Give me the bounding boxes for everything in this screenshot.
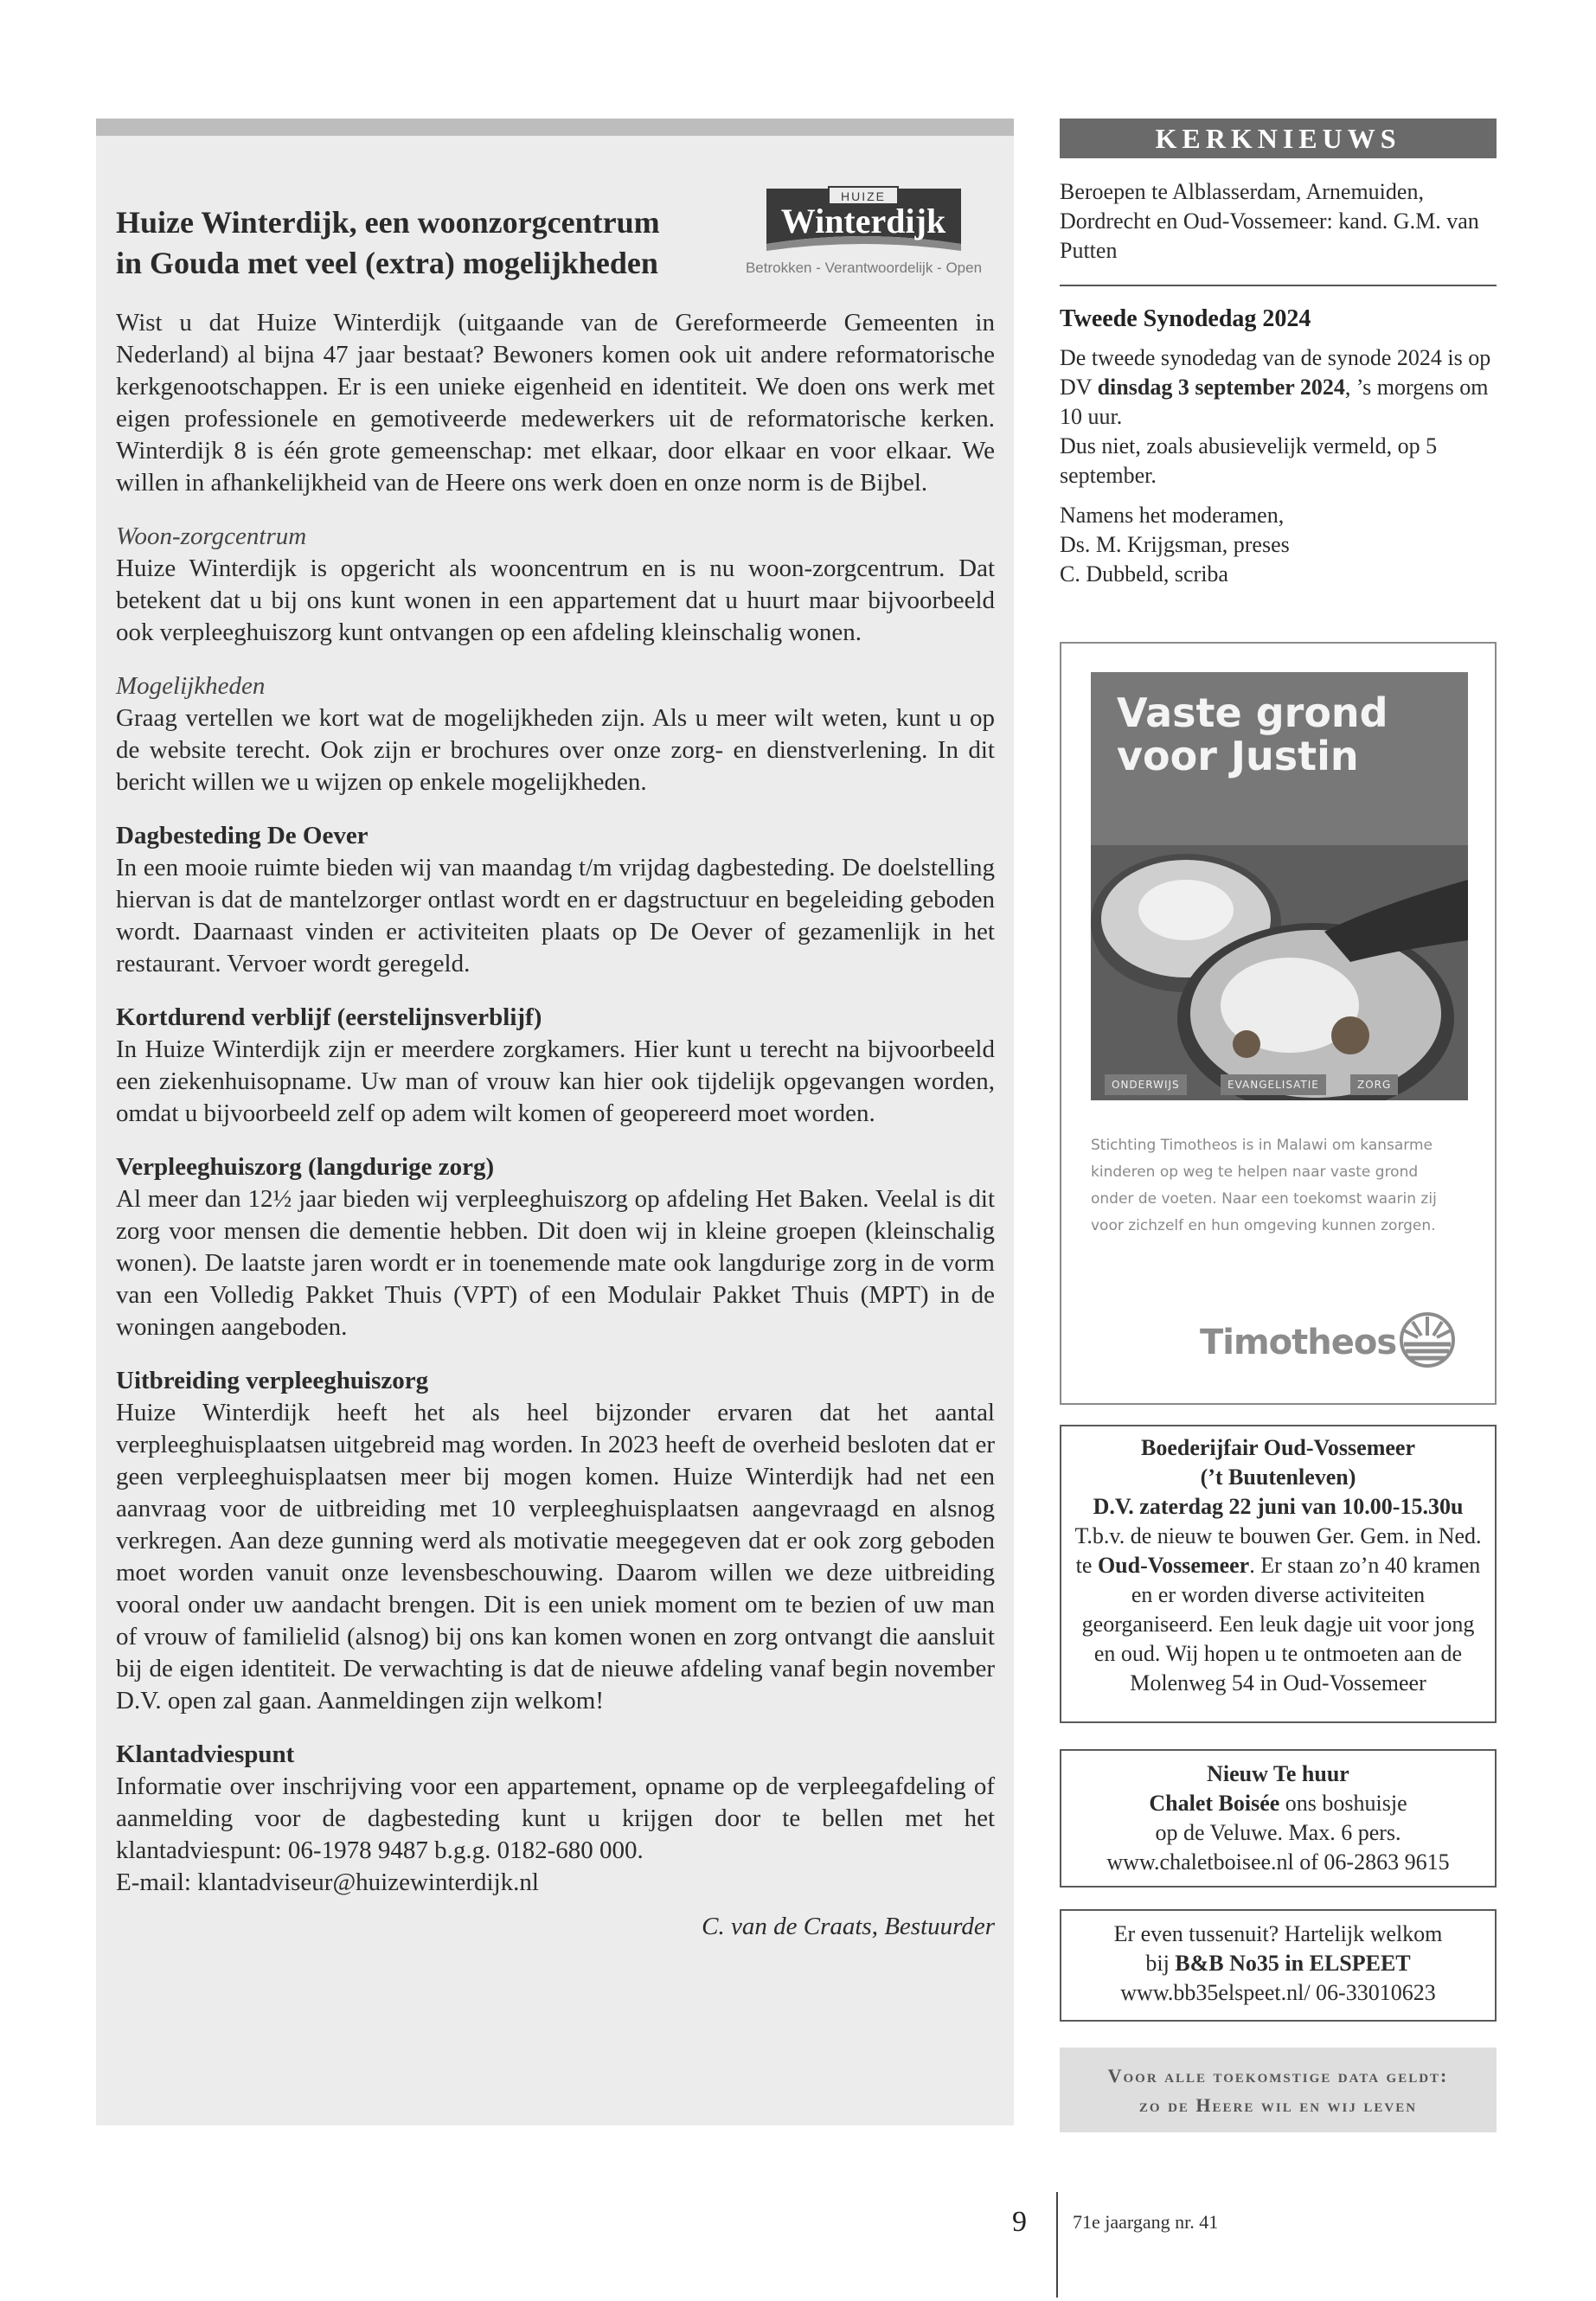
timotheos-wordmark: Timotheos xyxy=(1200,1323,1397,1362)
logo-name-text: Winterdijk xyxy=(780,202,946,240)
page-number: 9 xyxy=(1012,2206,1027,2238)
section-text: Huize Winterdijk is opgericht als wooncentrum en is nu woon-zorgcentrum. Dat betekent dat u bij ons kunt wonen in een appartement dat u huurt maar bijvoorbeeld ook verpleeghuiszorg kunt ontvangen op een afdeling kleinschalig wonen. xyxy=(116,554,995,646)
article-signature: C. van de Craats, Bestuurder xyxy=(702,1913,995,1940)
dv-note xyxy=(1060,2048,1497,2132)
logo-tagline: Betrokken - Verantwoordelijk - Open xyxy=(745,260,983,276)
ad-photo xyxy=(1091,672,1468,1100)
logo-small-text: HUIZE xyxy=(841,189,886,203)
section-heading: Kortdurend verblijf (eerstelijnsverblijf) xyxy=(116,1003,542,1031)
section-text: Huize Winterdijk heeft het als heel bijzonder ervaren dat het aantal verpleeghuisplaatsen uitgebreid mag worden. In 2023 heeft de overheid besloten dat er geen verpleeghuisplaatsen meer bij mogen komen. Huize Winterdijk had net een aanvraag voor de uitbreiding met 10 verpleeghuisplaatsen aangevraagd en alsnog verkregen. Aan deze gunning werd als motivatie meegegeven dat er ook zorg geboden moet worden vanuit onze levensbeschouwing. Daarom willen we deze uitbreiding vooral onder uw aandacht brengen. Dit is een uniek moment om te bezien of uw man of vrouw of familielid (alsnog) bij ons kan komen wonen en zorg ontvangt die aansluit bij de eigen identiteit. De verwachting is dat de nieuwe afdeling vanaf begin november D.V. open zal gaan. Aanmeldingen zijn welkom! xyxy=(116,1399,995,1715)
fair-subtitle: (’t Buutenleven) xyxy=(1200,1465,1356,1490)
synodedag-correction: Dus niet, zoals abusievelijk vermeld, op 5 september. xyxy=(1060,433,1438,488)
section-heading: Mogelijkheden xyxy=(116,672,266,700)
winterdijk-logo-mark xyxy=(732,183,996,261)
article-top-bar xyxy=(96,119,1014,136)
divider xyxy=(1060,285,1497,286)
synodedag-date: dinsdag 3 september 2024 xyxy=(1097,375,1345,400)
ad-headline-line1: Vaste grond xyxy=(1117,689,1388,736)
bb-line2-pre: bij xyxy=(1145,1951,1176,1976)
ad-headline-line2: voor Justin xyxy=(1117,733,1359,779)
section-text: In een mooie ruimte bieden wij van maandag t/m vrijdag dagbesteding. De doelstelling hiervan is dat de mantelzorger ontlast wordt en er dagstructuur en begeleiding geboden wordt. Daarnaast vinden er activiteiten plaats op De Oever of gezamenlijk in het restaurant. Vervoer wordt geregeld. xyxy=(116,854,995,977)
fair-text-a: T.b.v. de nieuw te bouwen Ger. Gem. in Ned. te xyxy=(1074,1523,1482,1578)
section-klantadviespunt xyxy=(116,1739,995,1899)
section-text: Al meer dan 12½ jaar bieden wij verpleeghuiszorg op afdeling Het Baken. Veelal is dit zorg voor mensen die dementie hebben. Dit doen wij in kleine groepen (kleinschalig wonen). De laatste jaren wordt er in toenemende mate ook langdurige zorg in de vorm van een Volledig Pakket Thuis (VPT) of een Modulair Pakket Thuis (MPT) in de woningen aangeboden. xyxy=(116,1185,995,1341)
fair-text-bold: Oud-Vossemeer xyxy=(1097,1553,1250,1578)
right-column xyxy=(1060,119,1497,2116)
bb-box xyxy=(1060,1909,1497,2022)
signature-line: Namens het moderamen, xyxy=(1060,503,1285,528)
chalet-name: Chalet Boisée xyxy=(1149,1791,1280,1816)
section-woon-zorgcentrum xyxy=(116,521,995,649)
synodedag-text xyxy=(1060,343,1497,432)
synodedag-text-a: De tweede synodedag van de synode 2024 is op DV xyxy=(1060,345,1491,400)
section-heading: Woon-zorgcentrum xyxy=(116,522,307,550)
chalet-box xyxy=(1060,1749,1497,1888)
section-uitbreiding xyxy=(116,1365,995,1717)
synodedag-heading: Tweede Synodedag 2024 xyxy=(1060,305,1311,332)
note-line1: Voor alle toekomstige data geldt: xyxy=(1107,2065,1449,2086)
article-body xyxy=(116,307,995,1943)
section-mogelijkheden xyxy=(116,670,995,798)
section-heading: Dagbesteding De Oever xyxy=(116,822,369,849)
article-winterdijk xyxy=(96,119,1014,2125)
ad-headline xyxy=(1117,691,1463,778)
winterdijk-logo xyxy=(732,183,996,283)
footer-divider xyxy=(1056,2192,1058,2298)
section-verpleeghuiszorg xyxy=(116,1151,995,1343)
bb-line1: Er even tussenuit? Hartelijk welkom xyxy=(1113,1921,1443,1946)
fair-box xyxy=(1060,1425,1497,1723)
section-heading: Uitbreiding verpleeghuiszorg xyxy=(116,1367,429,1394)
section-heading: Verpleeghuiszorg (langdurige zorg) xyxy=(116,1153,495,1181)
article-title-line2: in Gouda met veel (extra) mogelijkheden xyxy=(116,246,658,280)
ad-tags xyxy=(1091,1074,1468,1100)
section-text: Graag vertellen we kort wat de mogelijkheden zijn. Als u meer wilt weten, kunt u op de website terecht. Ook zijn er brochures over onze zorg- en dienstverlening. In dit bericht willen we u wijzen op enkele mogelijkheden. xyxy=(116,704,995,796)
synodedag-signature xyxy=(1060,501,1497,589)
fair-text xyxy=(1061,1522,1495,1698)
timotheos-ad xyxy=(1060,642,1497,1405)
fair-title: Boederijfair Oud-Vossemeer xyxy=(1140,1435,1415,1460)
issue-info: 71e jaargang nr. 41 xyxy=(1073,2211,1219,2233)
fair-date: D.V. zaterdag 22 juni van 10.00-15.30u xyxy=(1093,1494,1464,1519)
timotheos-sun-icon xyxy=(1397,1310,1458,1370)
article-header xyxy=(96,136,1014,283)
tag-evangelisatie: EVANGELISATIE xyxy=(1221,1074,1326,1095)
fair-text-b: . Er staan zo’n 40 kramen en er worden diverse activiteiten georganiseerd. Een leuk dagje uit voor jong en oud. Wij hopen u te ontmoeten aan de Molenweg 54 in Oud-Vossemeer xyxy=(1081,1553,1481,1695)
section-kortdurend-verblijf xyxy=(116,1002,995,1130)
tag-zorg: ZORG xyxy=(1350,1074,1398,1095)
page-footer xyxy=(0,2189,1596,2301)
signature-line: C. Dubbeld, scriba xyxy=(1060,561,1228,586)
article-title-line1: Huize Winterdijk, een woonzorgcentrum xyxy=(116,205,660,240)
article-title xyxy=(116,202,721,284)
signature-line: Ds. M. Krijgsman, preses xyxy=(1060,532,1290,557)
note-line2: zo de Heere wil en wij leven xyxy=(1138,2094,1418,2116)
chalet-contact: www.chaletboisee.nl of 06-2863 9615 xyxy=(1106,1849,1450,1875)
section-dagbesteding xyxy=(116,820,995,980)
chalet-heading: Nieuw Te huur xyxy=(1207,1761,1349,1786)
synodedag-text-c: , ’s morgens om 10 uur. xyxy=(1060,375,1489,429)
contact-email: E-mail: klantadviseur@huizewinterdijk.nl xyxy=(116,1868,539,1896)
chalet-line3: op de Veluwe. Max. 6 pers. xyxy=(1155,1820,1401,1845)
ad-description: Stichting Timotheos is in Malawi om kansarme kinderen op weg te helpen naar vaste grond onder de voeten. Naar een toekomst waarin zij voor zichzelf en hun omgeving kunnen zorgen. xyxy=(1091,1137,1437,1234)
section-heading: Klantadviespunt xyxy=(116,1740,295,1768)
tag-onderwijs: ONDERWIJS xyxy=(1105,1074,1187,1095)
bb-name: B&B No35 in ELSPEET xyxy=(1175,1951,1411,1976)
kerknieuws-header: KERKNIEUWS xyxy=(1060,119,1497,158)
article-intro: Wist u dat Huize Winterdijk (uitgaande van de Gereformeerde Gemeenten in Nederland) al bijna 47 jaar bestaat? Bewoners komen ook uit andere reformatorische kerkgenootschappen. Er is een unieke eigenheid en identiteit. We doen ons werk met eigen professionele en gemotiveerde medewerkers uit de reformatorische kerken. Winterdijk 8 is één grote gemeenschap: met elkaar, door elkaar en voor elkaar. We willen in afhankelijkheid van de Heere ons werk doen en onze norm is de Bijbel. xyxy=(116,309,995,497)
chalet-line2: ons boshuisje xyxy=(1279,1791,1407,1816)
kerknieuws-beroepen: Beroepen te Alblasserdam, Arnemuiden, Dordrecht en Oud-Vossemeer: kand. G.M. van Putten xyxy=(1060,179,1479,263)
bb-contact: www.bb35elspeet.nl/ 06-33010623 xyxy=(1120,1980,1436,2005)
section-text: Informatie over inschrijving voor een appartement, opname op de verpleegafdeling of aanmelding voor de dagbesteding kunt u krijgen door te bellen met het klantadviespunt: 06-1978 9487 b.g.g. 0182-680 000. xyxy=(116,1772,995,1864)
section-text: In Huize Winterdijk zijn er meerdere zorgkamers. Hier kunt u terecht na bijvoorbeeld een ziekenhuisopname. Uw man of vrouw kan hier ook tijdelijk opgevangen worden, omdat u bijvoorbeeld zelf op adem wilt komen of geopereerd moet worden. xyxy=(116,1035,995,1127)
